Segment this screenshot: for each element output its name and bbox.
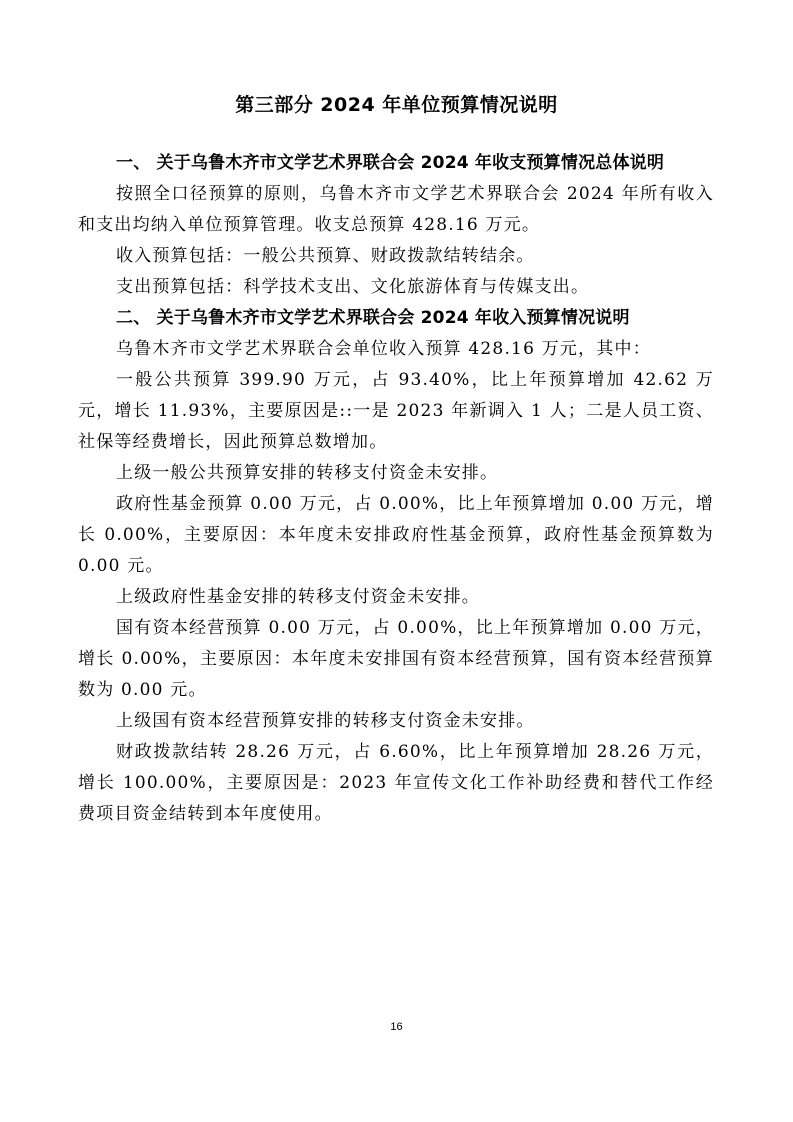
section-heading-1: 一、 关于乌鲁木齐市文学艺术界联合会 2024 年收支预算情况总体说明: [116, 153, 665, 173]
document-body: [78, 148, 714, 830]
paragraph: 一般公共预算 399.90 万元，占 93.40%，比上年预算增加 42.62 万元，增长 11.93%，主要原因是::一是 2023 年新调入 1 人；二是人员工资、社保等经费增长，因此预算总数增加。: [78, 370, 714, 452]
paragraph: 国有资本经营预算 0.00 万元，占 0.00%，比上年预算增加 0.00 万元，增长 0.00%，主要原因：本年度未安排国有资本经营预算，国有资本经营预算数为 0.00 元。: [78, 618, 714, 700]
paragraph: 财政拨款结转 28.26 万元，占 6.60%，比上年预算增加 28.26 万元，增长 100.00%，主要原因是：2023 年宣传文化工作补助经费和替代工作经费项目资金结转到本年度使用。: [78, 742, 714, 824]
paragraph: 政府性基金预算 0.00 万元，占 0.00%，比上年预算增加 0.00 万元，增长 0.00%，主要原因：本年度未安排政府性基金预算，政府性基金预算数为 0.00 元。: [78, 494, 714, 576]
paragraph: 上级一般公共预算安排的转移支付资金未安排。: [116, 463, 499, 483]
section-heading-2: 二、 关于乌鲁木齐市文学艺术界联合会 2024 年收入预算情况说明: [116, 308, 630, 328]
page-number: 16: [390, 1021, 403, 1033]
paragraph: 收入预算包括：一般公共预算、财政拨款结转结余。: [116, 246, 535, 266]
page-title: 第三部分 2024 年单位预算情况说明: [235, 94, 558, 116]
paragraph: 乌鲁木齐市文学艺术界联合会单位收入预算 428.16 万元，其中：: [116, 339, 651, 359]
paragraph: 支出预算包括：科学技术支出、文化旅游体育与传媒支出。: [116, 277, 590, 297]
paragraph: 上级国有资本经营预算安排的转移支付资金未安排。: [116, 711, 535, 731]
paragraph: 上级政府性基金安排的转移支付资金未安排。: [116, 587, 480, 607]
paragraph: 按照全口径预算的原则，乌鲁木齐市文学艺术界联合会 2024 年所有收入和支出均纳入单位预算管理。收支总预算 428.16 万元。: [78, 184, 714, 235]
